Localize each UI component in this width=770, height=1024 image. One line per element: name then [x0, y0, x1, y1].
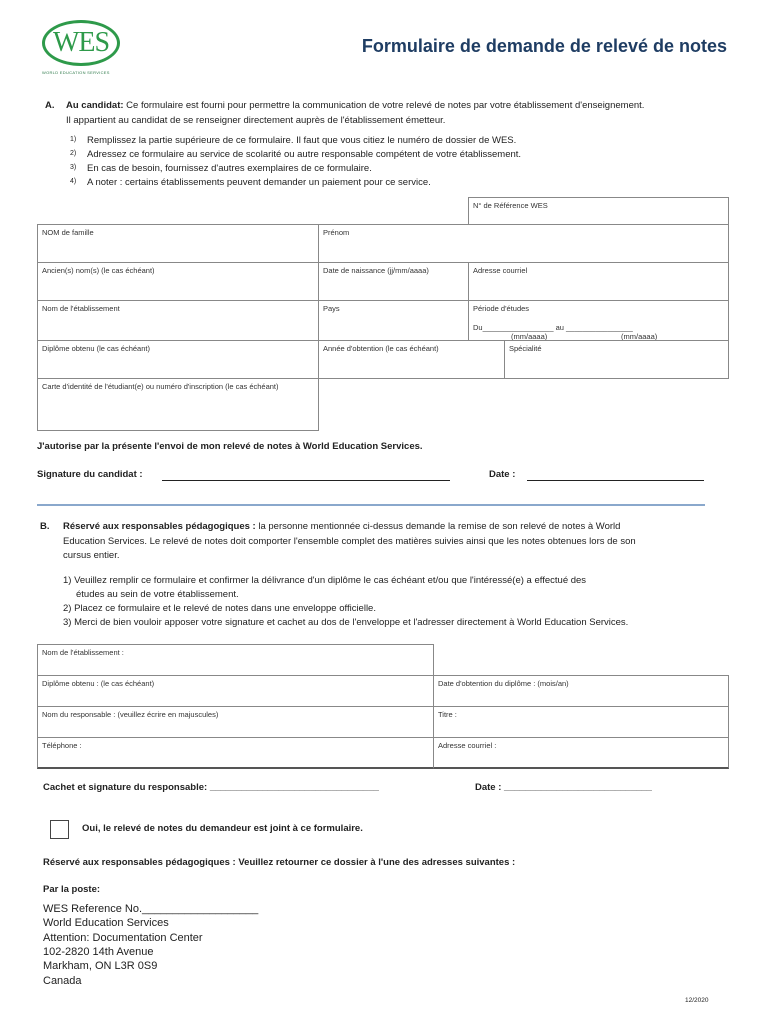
- label: Diplôme obtenu (le cas échéant): [42, 344, 150, 353]
- label: Période d'études: [473, 304, 530, 313]
- diploma-field[interactable]: [37, 340, 319, 379]
- official-diploma-field[interactable]: [37, 675, 434, 707]
- list-item: 1) Veuillez remplir ce formulaire et confirmer la délivrance d'un diplôme le cas échéant et/ou que l'intéressé(e) a effectué des: [63, 575, 587, 586]
- official-institution-field[interactable]: [37, 644, 434, 676]
- list-item: A noter : certains établissements peuvent demander un paiement pour ce service.: [87, 177, 431, 188]
- transcript-enclosed-checkbox[interactable]: [50, 820, 69, 839]
- section-b-marker: B.: [40, 521, 50, 532]
- list-item: études au sein de votre établissement.: [76, 589, 239, 600]
- list-item: 2) Placez ce formulaire et le relevé de notes dans une enveloppe officielle.: [63, 603, 376, 614]
- section-b-text3: cursus entier.: [63, 550, 120, 561]
- period-range: Du_________________ au ________________: [473, 323, 633, 332]
- list-number: 2): [70, 150, 77, 157]
- first-name-field[interactable]: [318, 224, 729, 263]
- wes-logo: WES: [42, 20, 120, 66]
- specialty-field[interactable]: [504, 340, 729, 379]
- official-title-field[interactable]: [433, 706, 729, 738]
- label: Nom de l'établissement :: [42, 648, 124, 657]
- section-a-text2: Il appartient au candidat de se renseigner directement auprès de l'établissement émetteur.: [66, 115, 446, 126]
- label: Date d'obtention du diplôme : (mois/an): [438, 679, 569, 688]
- logo-subtext: WORLD EDUCATION SERVICES: [42, 70, 110, 75]
- date-label: Date :: [489, 469, 516, 480]
- email-field[interactable]: [468, 262, 729, 301]
- study-period-field[interactable]: [468, 300, 729, 341]
- section-a-text: Ce formulaire est fourni pour permettre la communication de votre relevé de notes par votre établissement d'enseignement.: [123, 100, 645, 111]
- dob-field[interactable]: [318, 262, 469, 301]
- official-name-field[interactable]: [37, 706, 434, 738]
- student-id-field[interactable]: [37, 378, 319, 431]
- former-names-field[interactable]: [37, 262, 319, 301]
- list-number: 4): [70, 178, 77, 185]
- list-item: 3) Merci de bien vouloir apposer votre signature et cachet au dos de l'enveloppe et l'adresser directement à World Education Services.: [63, 617, 629, 628]
- official-date-line[interactable]: Date : ____________________________: [475, 782, 652, 793]
- list-item: Remplissez la partie supérieure de ce formulaire. Il faut que vous citiez le numéro de dossier de WES.: [87, 135, 517, 146]
- graduation-year-field[interactable]: [318, 340, 505, 379]
- section-b-text2: Education Services. Le relevé de notes doit comporter l'ensemble complet des matières suivies ainsi que les notes obtenues lors de son: [63, 536, 636, 547]
- label: Adresse courriel: [473, 266, 528, 275]
- diploma-date-field[interactable]: [433, 675, 729, 707]
- section-b-lead: Réservé aux responsables pédagogiques :: [63, 521, 256, 532]
- label: Année d'obtention (le cas échéant): [323, 344, 439, 353]
- section-a-lead: Au candidat:: [66, 100, 124, 111]
- section-b-intro: [63, 521, 620, 532]
- label: Nom de l'établissement: [42, 304, 120, 313]
- mail-label: Par la poste:: [43, 884, 101, 895]
- label: Nom du responsable : (veuillez écrire en majuscules): [42, 710, 219, 719]
- address-line: Canada: [43, 974, 82, 987]
- label: Téléphone :: [42, 741, 82, 750]
- address-line: 102-2820 14th Avenue: [43, 945, 154, 958]
- label: Adresse courriel :: [438, 741, 497, 750]
- label: Titre :: [438, 710, 457, 719]
- address-line: Markham, ON L3R 0S9: [43, 960, 158, 973]
- form-version-date: 12/2020: [685, 997, 709, 1004]
- section-divider: [37, 504, 705, 506]
- section-a-marker: A.: [45, 100, 55, 111]
- signature-line[interactable]: [162, 468, 450, 481]
- label: Prénom: [323, 228, 350, 237]
- list-item: Adressez ce formulaire au service de scolarité ou autre responsable compétent de votre établissement.: [87, 149, 522, 160]
- label: Pays: [323, 304, 340, 313]
- return-instructions: Réservé aux responsables pédagogiques : Veuillez retourner ce dossier à l'une des adresses suivantes :: [43, 857, 516, 868]
- list-number: 1): [70, 136, 77, 143]
- list-number: 3): [70, 164, 77, 171]
- authorization-text: J'autorise par la présente l'envoi de mon relevé de notes à World Education Services.: [37, 441, 423, 452]
- official-signature-line[interactable]: Cachet et signature du responsable: ________________________________: [43, 782, 379, 793]
- label: NOM de famille: [42, 228, 94, 237]
- institution-field[interactable]: [37, 300, 319, 341]
- section-a-intro: [66, 100, 644, 111]
- label: Diplôme obtenu : (le cas échéant): [42, 679, 155, 688]
- label: Date de naissance (jj/mm/aaaa): [323, 266, 429, 275]
- list-item: En cas de besoin, fournissez d'autres exemplaires de ce formulaire.: [87, 163, 372, 174]
- address-line: Attention: Documentation Center: [43, 931, 203, 944]
- official-phone-field[interactable]: [37, 737, 434, 769]
- section-b-text: la personne mentionnée ci-dessus demande la remise de son relevé de notes à World: [255, 521, 621, 532]
- checkbox-label: Oui, le relevé de notes du demandeur est joint à ce formulaire.: [82, 823, 363, 834]
- country-field[interactable]: [318, 300, 469, 341]
- date-line[interactable]: [527, 468, 704, 481]
- period-format-to: (mm/aaaa): [621, 332, 658, 341]
- label: Carte d'identité de l'étudiant(e) ou numéro d'inscription (le cas échéant): [42, 382, 279, 391]
- period-format-from: (mm/aaaa): [511, 332, 548, 341]
- signature-label: Signature du candidat :: [37, 469, 143, 480]
- address-line: World Education Services: [43, 917, 169, 930]
- last-name-field[interactable]: [37, 224, 319, 263]
- label: Spécialité: [509, 344, 542, 353]
- wes-reference-field[interactable]: [468, 197, 729, 225]
- label: N° de Référence WES: [473, 201, 548, 210]
- address-line: WES Reference No.___________________: [43, 903, 259, 915]
- page-title: Formulaire de demande de relevé de notes: [361, 36, 727, 56]
- label: Ancien(s) nom(s) (le cas échéant): [42, 266, 155, 275]
- official-email-field[interactable]: [433, 737, 729, 769]
